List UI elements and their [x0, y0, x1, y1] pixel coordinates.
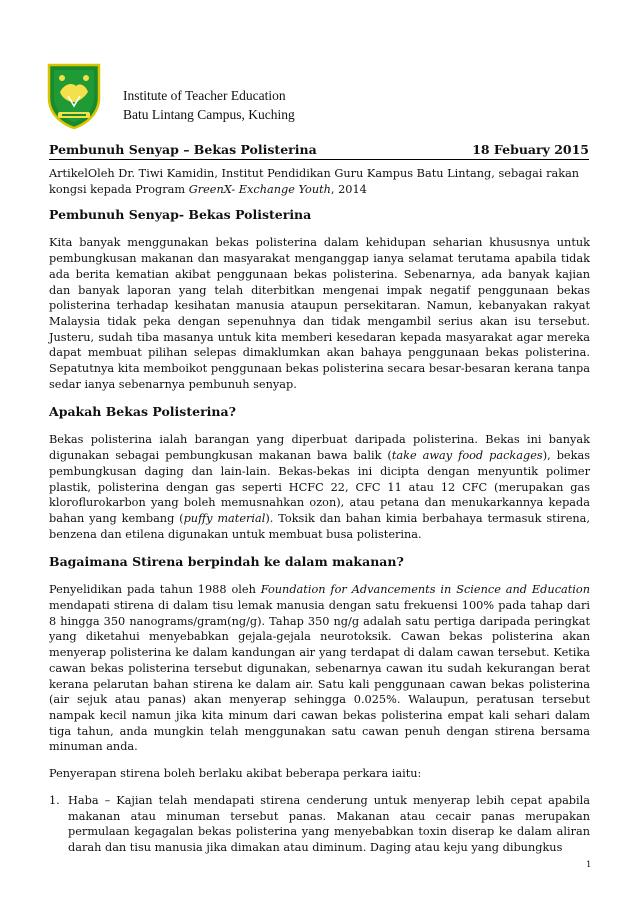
italic-term: puffy material [183, 511, 266, 525]
text-run: ). Toksik dan bahan kimia berbahaya termasuk stirena, benzena dan etilena digunakan untuk membuat busa polisterina. [49, 511, 590, 541]
text-run: ), bekas pembungkusan daging dan lain-lain. Bekas-bekas ini dicipta dengan menyuntik polimer plastik, polisterina dengan gas seperti HCFC 22, CFC 11 atau 12 CFC (merupakan gas kloroflurokarbon yang boleh memusnahkan ozon), atau petana dan menukarkannya kepada bahan yang kembang ( [49, 449, 590, 525]
section-heading-3: Bagaimana Stirena berpindah ke dalam makanan? [49, 554, 404, 570]
absorption-intro: Penyerapan stirena boleh berlaku akibat beberapa perkara iaitu: [49, 767, 422, 781]
article-body [49, 166, 590, 856]
section-2-paragraph [49, 432, 590, 542]
section-heading-1: Pembunuh Senyap- Bekas Polisterina [49, 207, 312, 223]
institute-name [123, 86, 295, 124]
italic-term: Foundation for Advancements in Science and Education [260, 583, 590, 597]
credit-program: GreenX- Exchange Youth [188, 182, 331, 196]
institute-line-1: Institute of Teacher Education [123, 88, 286, 103]
text-run: mendapati stirena di dalam tisu lemak manusia dengan satu frekuensi 100% pada tahap dari 8 hingga 350 nanograms/gram(ng/g). Tahap 350 ng/g adalah satu pertiga daripada peringkat yang diketahui menyebabkan gejala-gejala neurotoksik. Cawan bekas polisterina akan menyerap polisterina ke dalam kandungan air yang terdapat di dalam cawan tersebut. Ketika cawan bekas polisterina tersebut digunakan, sebenarnya cawan itu sudah kekurangan berat kerana pelarutan bahan stirena ke dalam air. Satu kali penggunaan cawan bekas polisterina (air sejuk atau panas) akan menyerap sehingga 0.025%. Walaupun, peratusan tersebut nampak kecil namun jika kita minum dari cawan bekas polisterina empat kali sehari dalam tiga tahun, anda mungkin telah menggunakan satu cawan penuh dengan stirena bersama minuman anda. [49, 599, 590, 754]
article-title: Pembunuh Senyap – Bekas Polisterina [49, 142, 317, 157]
list-number: 1. [49, 793, 60, 807]
author-credit [49, 166, 590, 197]
institute-crest-logo [46, 62, 102, 130]
institute-line-2: Batu Lintang Campus, Kuching [123, 107, 295, 122]
credit-text: ArtikelOleh Dr. Tiwi Kamidin, Institut Pendidikan Guru Kampus Batu Lintang, sebagai rakan kongsi kepada Program [49, 167, 580, 196]
absorption-list [49, 793, 590, 856]
page-number: 1 [586, 860, 592, 870]
article-date: 18 Febuary 2015 [472, 142, 589, 157]
article-header [49, 141, 589, 160]
italic-term: take away food packages [391, 449, 543, 463]
text-run: Bekas polisterina ialah barangan yang diperbuat daripada polisterina. Bekas ini banyak digunakan sebagai pembungkusan makanan bawa balik ( [49, 433, 590, 463]
text-run: Penyelidikan pada tahun 1988 oleh [49, 583, 261, 597]
list-text: Haba – Kajian telah mendapati stirena cenderung untuk menyerap lebih cepat apabila makanan atau minuman tersebut panas. Makanan atau cecair panas merupakan permulaan kegagalan bekas polisterina yang menyebabkan toxin diserap ke dalam aliran darah dan tisu manusia jika dimakan atau diminum. Daging atau keju yang dibungkus [68, 793, 590, 854]
section-heading-2: Apakah Bekas Polisterina? [49, 404, 236, 420]
section-3-paragraph [49, 582, 590, 755]
credit-year: , 2014 [330, 182, 367, 196]
section-1-paragraph: Kita banyak menggunakan bekas polisterina dalam kehidupan seharian khususnya untuk pembungkusan makanan dan masyarakat menganggap ianya selamat terutama apabila tidak ada berita kematian akibat penggunaan bekas polisterina. Sebenarnya, ada banyak kajian dan banyak laporan yang telah diterbitkan mengenai impak negatif penggunaan bekas polisterina terhadap kesihatan manusia ataupun persekitaran. Namun, kebanyakan rakyat Malaysia tidak peka dengan sepenuhnya dan tidak mengambil serius akan isu tersebut. Justeru, sudah tiba masanya untuk kita memberi kesedaran kepada masyarakat agar mereka dapat membuat pilihan selepas dimaklumkan akan bahaya penggunaan bekas polisterina. Sepatutnya kita memboikot penggunaan bekas polisterina secara besar-besaran kerana tanpa sedar ianya sebenarnya pembunuh senyap. [49, 236, 590, 391]
list-item [49, 793, 590, 856]
